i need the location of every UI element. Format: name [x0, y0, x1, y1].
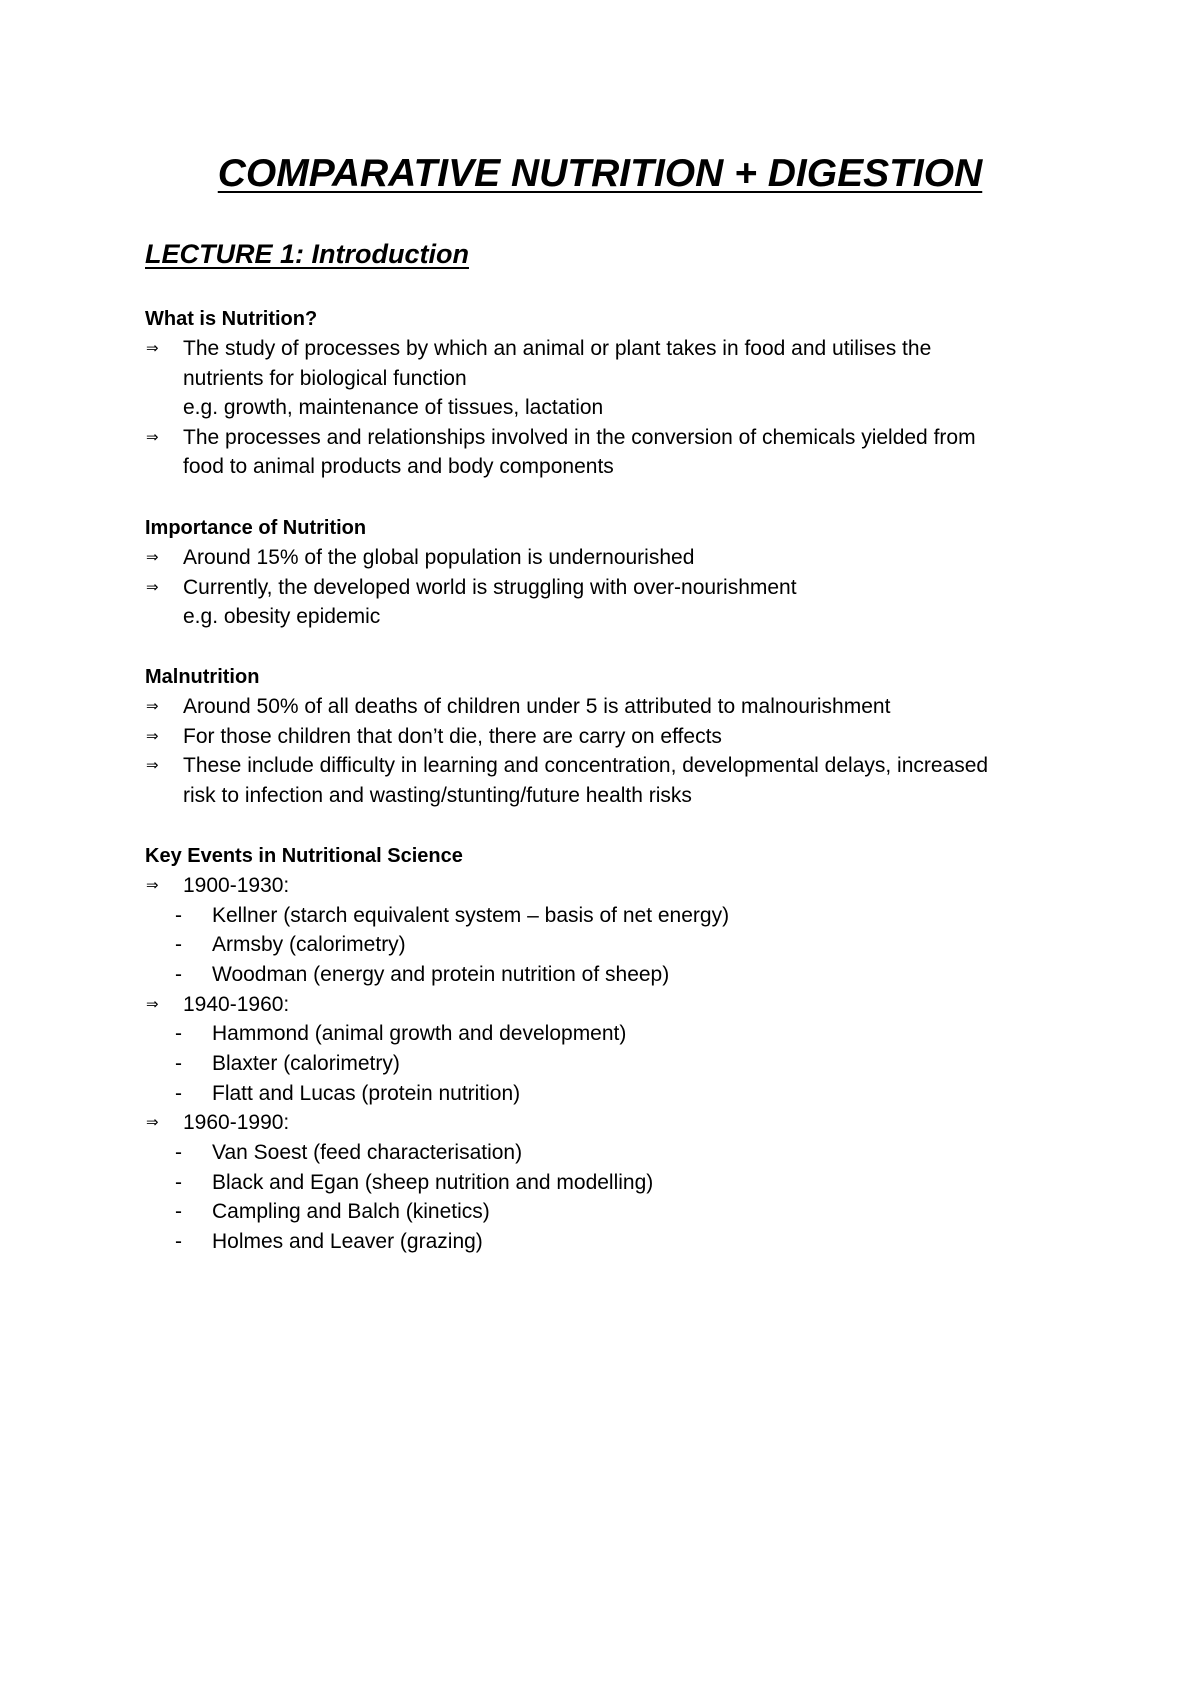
list-item: ⇒ The processes and relationships involved in the conversion of chemicals yielded from food to animal products and body components	[145, 423, 1105, 482]
dash-bullet-icon: -	[175, 1081, 182, 1105]
sub-list-item: - Armsby (calorimetry)	[145, 930, 1105, 960]
list-item: ⇒ Around 15% of the global population is undernourished	[145, 543, 1105, 573]
sub-list-item: - Black and Egan (sheep nutrition and modelling)	[145, 1168, 1105, 1198]
sub-list-item: - Campling and Balch (kinetics)	[145, 1197, 1105, 1227]
list-item	[145, 1108, 1105, 1138]
dash-bullet-icon: -	[175, 963, 182, 986]
section-heading: Importance of Nutrition	[145, 517, 367, 539]
sub-list-item: - Woodman (energy and protein nutrition of sheep)	[145, 960, 1105, 990]
arrow-bullet-icon: ⇒	[146, 339, 159, 357]
section-importance-of-nutrition	[145, 513, 1105, 632]
sub-list-item: - Van Soest (feed characterisation)	[145, 1138, 1105, 1168]
sub-list-item: - Blaxter (calorimetry)	[145, 1049, 1105, 1079]
arrow-bullet-icon: ⇒	[146, 994, 159, 1013]
section-key-events	[145, 841, 1105, 1257]
section-what-is-nutrition	[145, 304, 1105, 482]
dash-bullet-icon: -	[175, 1052, 182, 1075]
sub-list-item: - Holmes and Leaver (grazing)	[145, 1227, 1105, 1257]
section-malnutrition	[145, 662, 1105, 810]
arrow-bullet-icon: ⇒	[146, 756, 159, 775]
list-item: ⇒ Currently, the developed world is struggling with over-nourishment e.g. obesity epidemic	[145, 573, 1105, 632]
period-label: 1960-1990:	[183, 1111, 290, 1135]
dash-bullet-icon: -	[175, 933, 182, 957]
section-heading: Malnutrition	[145, 666, 260, 688]
dash-bullet-icon: -	[175, 1170, 182, 1194]
list-item: ⇒ Around 50% of all deaths of children under 5 is attributed to malnourishment	[145, 692, 1105, 722]
dash-bullet-icon: -	[175, 1141, 182, 1164]
dash-bullet-icon: -	[175, 903, 182, 927]
list-item: ⇒ For those children that don’t die, there are carry on effects	[145, 722, 1105, 752]
arrow-bullet-icon: ⇒	[146, 577, 159, 596]
section-heading: Key Events in Nutritional Science	[145, 845, 463, 867]
section-heading: What is Nutrition?	[145, 308, 318, 330]
list-item	[145, 871, 1105, 901]
arrow-bullet-icon: ⇒	[146, 548, 159, 566]
list-item	[145, 990, 1105, 1020]
period-label: 1900-1930:	[183, 874, 290, 897]
sub-list-item: - Kellner (starch equivalent system – basis of net energy)	[145, 901, 1105, 931]
arrow-bullet-icon: ⇒	[146, 1113, 159, 1132]
arrow-bullet-icon: ⇒	[146, 726, 159, 745]
document-title: COMPARATIVE NUTRITION + DIGESTION	[217, 152, 983, 195]
list-item: ⇒ These include difficulty in learning and concentration, developmental delays, increased risk to infection and wasting/stunting/future health risks	[145, 751, 1105, 810]
dash-bullet-icon: -	[175, 1230, 182, 1254]
lecture-title: LECTURE 1: Introduction	[145, 239, 469, 269]
arrow-bullet-icon: ⇒	[146, 427, 159, 446]
dash-bullet-icon: -	[175, 1022, 182, 1046]
arrow-bullet-icon: ⇒	[146, 876, 159, 894]
list-item: ⇒ The study of processes by which an animal or plant takes in food and utilises the nutrients for biological function e.g. growth, maintenance of tissues, lactation	[145, 334, 1105, 423]
arrow-bullet-icon: ⇒	[146, 697, 159, 715]
sub-list-item: - Flatt and Lucas (protein nutrition)	[145, 1079, 1105, 1109]
sub-list-item: - Hammond (animal growth and development)	[145, 1019, 1105, 1049]
dash-bullet-icon: -	[175, 1200, 182, 1224]
period-label: 1940-1960:	[183, 992, 290, 1016]
